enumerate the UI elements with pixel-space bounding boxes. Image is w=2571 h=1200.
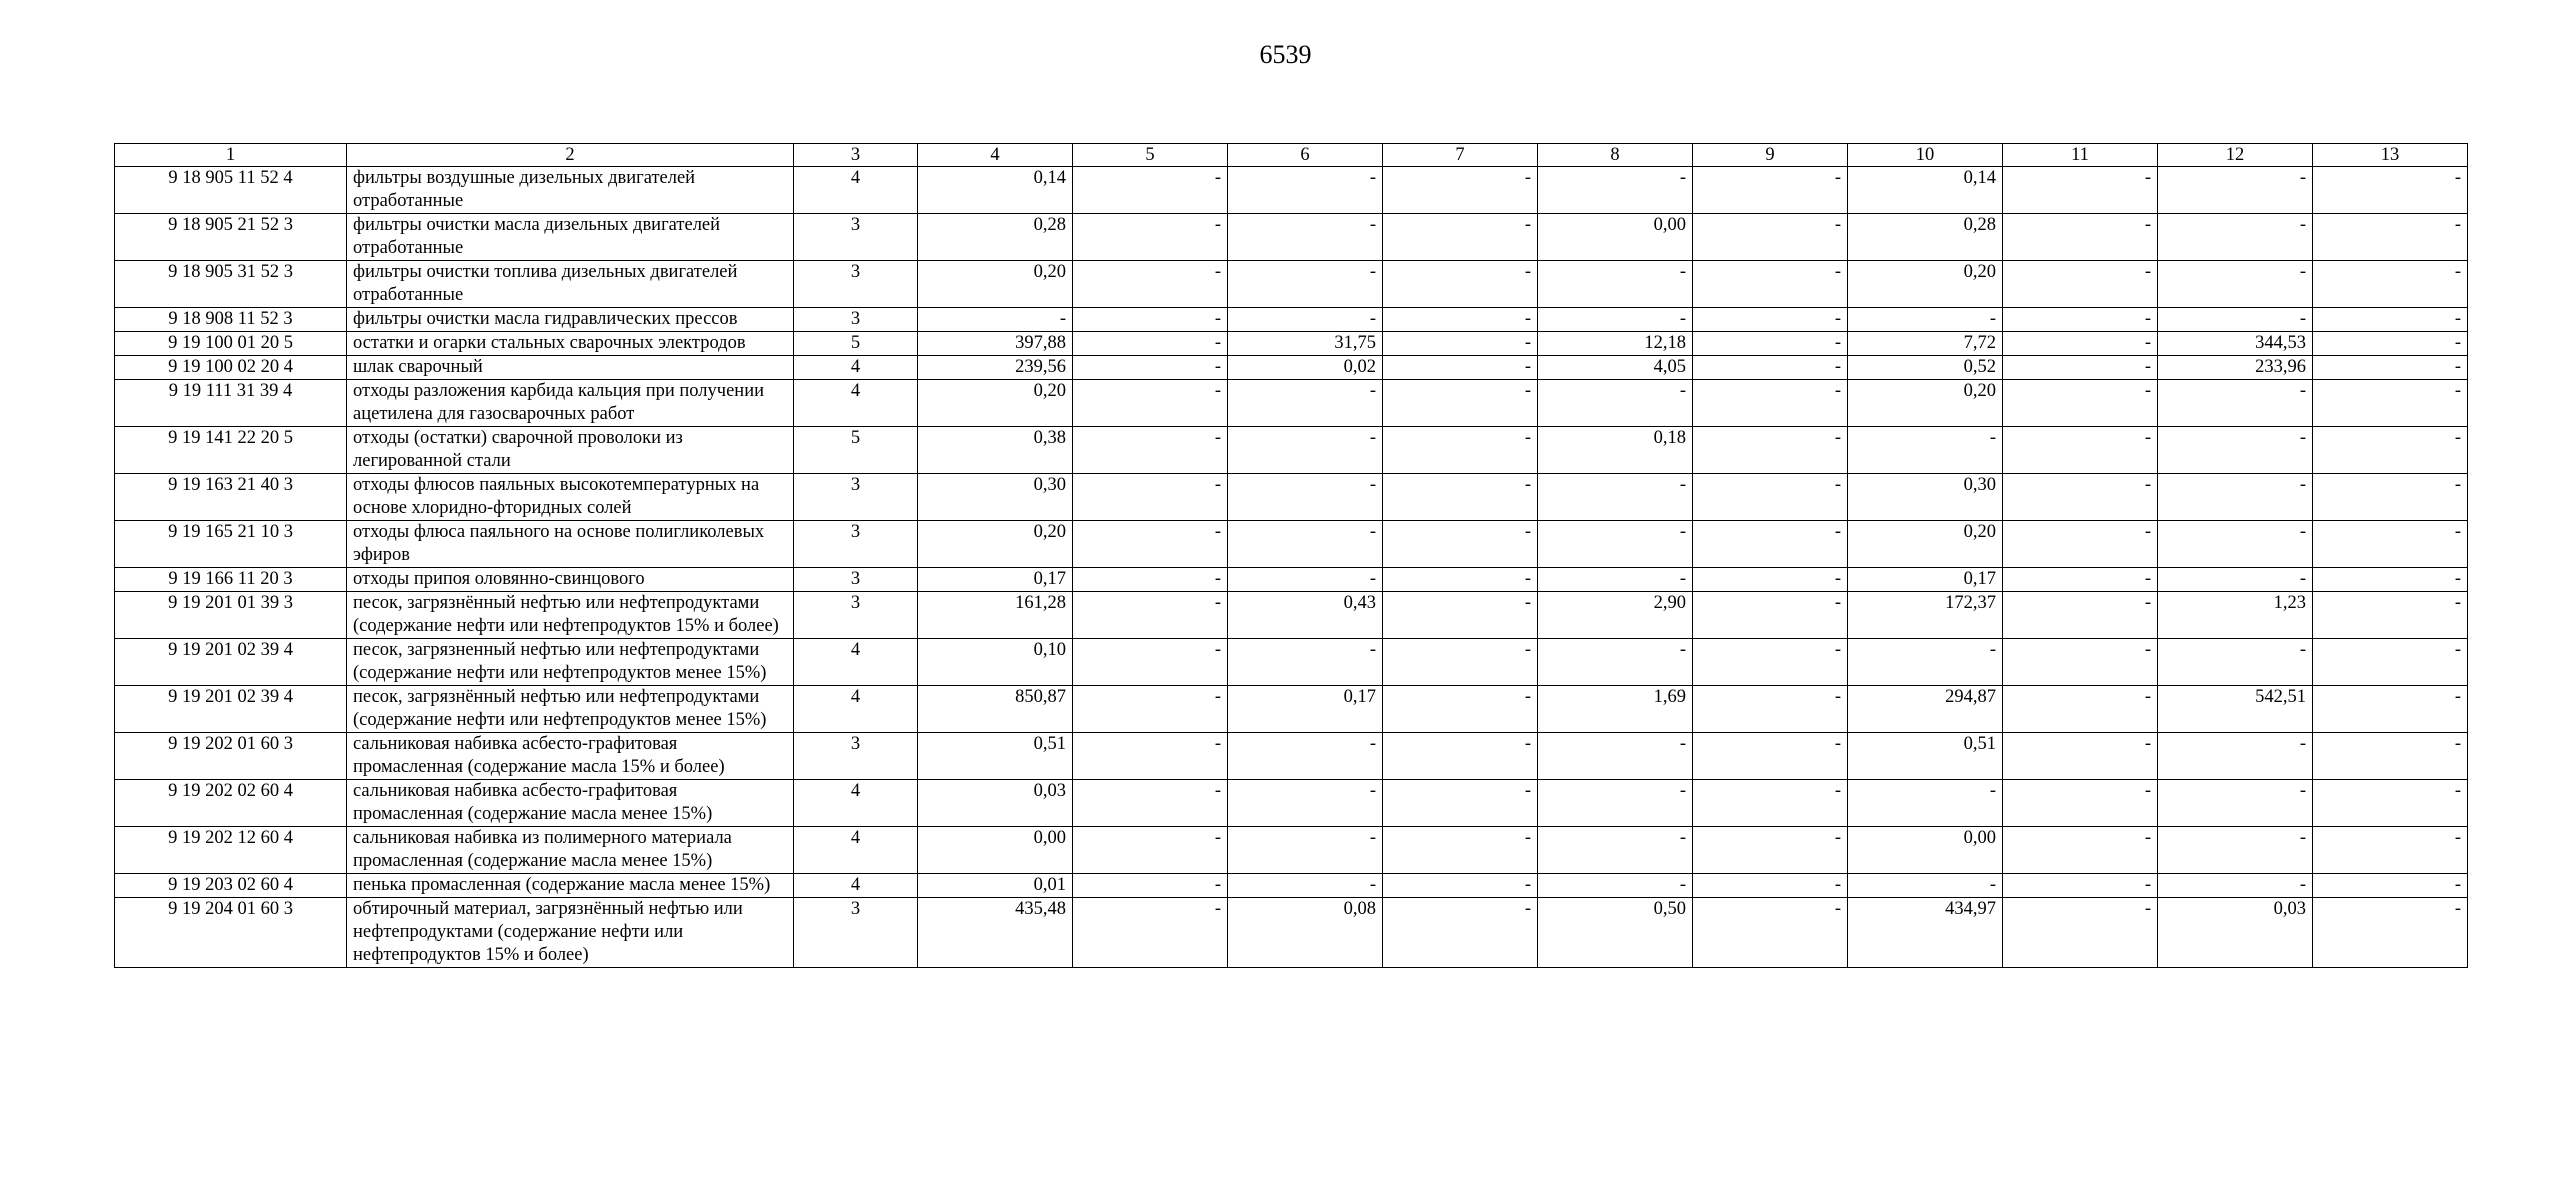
value-cell: 0,03 <box>2158 898 2313 968</box>
value-cell: - <box>2158 568 2313 592</box>
value-cell: 397,88 <box>918 332 1073 356</box>
table-row <box>115 686 2468 733</box>
column-number-cell: 12 <box>2158 144 2313 167</box>
value-cell: 435,48 <box>918 898 1073 968</box>
value-cell: - <box>2313 874 2468 898</box>
value-cell: - <box>1073 898 1228 968</box>
waste-code-cell: 9 18 905 11 52 4 <box>115 167 347 214</box>
value-cell: - <box>2003 261 2158 308</box>
hazard-class-cell: 3 <box>794 308 918 332</box>
value-cell: 0,18 <box>1538 427 1693 474</box>
value-cell: - <box>1383 261 1538 308</box>
value-cell: - <box>1073 427 1228 474</box>
value-cell: - <box>1538 827 1693 874</box>
column-number-cell: 3 <box>794 144 918 167</box>
value-cell: - <box>2158 827 2313 874</box>
value-cell: 0,51 <box>1848 733 2003 780</box>
waste-name-cell: песок, загрязненный нефтью или нефтепродуктами (содержание нефти или нефтепродуктов менее 15%) <box>347 639 794 686</box>
value-cell: - <box>2003 332 2158 356</box>
value-cell: - <box>1228 214 1383 261</box>
value-cell: 0,20 <box>918 521 1073 568</box>
waste-name-cell: остатки и огарки стальных сварочных электродов <box>347 332 794 356</box>
value-cell: - <box>1538 874 1693 898</box>
value-cell: - <box>1538 308 1693 332</box>
waste-code-cell: 9 19 141 22 20 5 <box>115 427 347 474</box>
value-cell: 0,50 <box>1538 898 1693 968</box>
column-number-cell: 6 <box>1228 144 1383 167</box>
value-cell: - <box>2003 521 2158 568</box>
column-number-cell: 5 <box>1073 144 1228 167</box>
value-cell: - <box>2003 733 2158 780</box>
value-cell: - <box>1693 827 1848 874</box>
hazard-class-cell: 3 <box>794 261 918 308</box>
hazard-class-cell: 4 <box>794 167 918 214</box>
table-row <box>115 356 2468 380</box>
value-cell: - <box>2313 827 2468 874</box>
value-cell: - <box>1383 874 1538 898</box>
value-cell: - <box>1693 639 1848 686</box>
value-cell: 434,97 <box>1848 898 2003 968</box>
waste-code-cell: 9 19 100 01 20 5 <box>115 332 347 356</box>
value-cell: - <box>1848 780 2003 827</box>
value-cell: 0,17 <box>1848 568 2003 592</box>
value-cell: - <box>1228 521 1383 568</box>
value-cell: 0,20 <box>1848 261 2003 308</box>
waste-code-cell: 9 19 203 02 60 4 <box>115 874 347 898</box>
value-cell: - <box>1693 521 1848 568</box>
value-cell: - <box>1848 308 2003 332</box>
value-cell: - <box>2003 592 2158 639</box>
value-cell: - <box>918 308 1073 332</box>
waste-code-cell: 9 19 201 02 39 4 <box>115 686 347 733</box>
value-cell: - <box>1538 380 1693 427</box>
value-cell: - <box>2313 686 2468 733</box>
waste-code-cell: 9 19 100 02 20 4 <box>115 356 347 380</box>
waste-code-cell: 9 19 111 31 39 4 <box>115 380 347 427</box>
value-cell: - <box>2003 214 2158 261</box>
value-cell: - <box>1073 733 1228 780</box>
value-cell: - <box>2003 474 2158 521</box>
value-cell: - <box>2003 427 2158 474</box>
value-cell: - <box>1228 380 1383 427</box>
value-cell: - <box>1538 167 1693 214</box>
column-number-cell: 8 <box>1538 144 1693 167</box>
value-cell: - <box>2313 639 2468 686</box>
table-row <box>115 167 2468 214</box>
hazard-class-cell: 3 <box>794 733 918 780</box>
value-cell: - <box>1538 521 1693 568</box>
hazard-class-cell: 5 <box>794 427 918 474</box>
hazard-class-cell: 4 <box>794 686 918 733</box>
hazard-class-cell: 3 <box>794 568 918 592</box>
value-cell: - <box>1073 308 1228 332</box>
value-cell: - <box>1383 827 1538 874</box>
waste-code-cell: 9 19 163 21 40 3 <box>115 474 347 521</box>
value-cell: - <box>2313 427 2468 474</box>
value-cell: - <box>2158 521 2313 568</box>
column-number-cell: 9 <box>1693 144 1848 167</box>
value-cell: - <box>2313 332 2468 356</box>
value-cell: 0,30 <box>1848 474 2003 521</box>
column-number-cell: 13 <box>2313 144 2468 167</box>
value-cell: - <box>1538 733 1693 780</box>
table-body <box>115 144 2468 968</box>
value-cell: 161,28 <box>918 592 1073 639</box>
value-cell: - <box>1073 214 1228 261</box>
value-cell: - <box>1538 780 1693 827</box>
value-cell: - <box>2313 474 2468 521</box>
waste-code-cell: 9 19 166 11 20 3 <box>115 568 347 592</box>
value-cell: - <box>2158 167 2313 214</box>
value-cell: - <box>1693 356 1848 380</box>
value-cell: - <box>1693 427 1848 474</box>
value-cell: - <box>2158 780 2313 827</box>
value-cell: - <box>1383 427 1538 474</box>
value-cell: - <box>1073 356 1228 380</box>
value-cell: - <box>1693 733 1848 780</box>
value-cell: - <box>1228 308 1383 332</box>
value-cell: - <box>1228 827 1383 874</box>
waste-name-cell: фильтры воздушные дизельных двигателей отработанные <box>347 167 794 214</box>
hazard-class-cell: 3 <box>794 474 918 521</box>
value-cell: 0,51 <box>918 733 1073 780</box>
value-cell: - <box>1693 261 1848 308</box>
column-number-row <box>115 144 2468 167</box>
value-cell: - <box>1228 261 1383 308</box>
value-cell: - <box>1848 874 2003 898</box>
waste-code-cell: 9 19 201 01 39 3 <box>115 592 347 639</box>
value-cell: - <box>2158 639 2313 686</box>
value-cell: - <box>1073 639 1228 686</box>
value-cell: 0,03 <box>918 780 1073 827</box>
value-cell: - <box>2158 214 2313 261</box>
hazard-class-cell: 5 <box>794 332 918 356</box>
value-cell: 0,02 <box>1228 356 1383 380</box>
value-cell: - <box>1073 474 1228 521</box>
hazard-class-cell: 3 <box>794 592 918 639</box>
table-row <box>115 874 2468 898</box>
value-cell: - <box>1073 592 1228 639</box>
value-cell: 0,08 <box>1228 898 1383 968</box>
value-cell: - <box>1693 474 1848 521</box>
value-cell: - <box>2313 167 2468 214</box>
value-cell: 4,05 <box>1538 356 1693 380</box>
value-cell: - <box>2158 380 2313 427</box>
value-cell: - <box>2158 261 2313 308</box>
table-row <box>115 780 2468 827</box>
value-cell: 0,30 <box>918 474 1073 521</box>
value-cell: - <box>1383 332 1538 356</box>
value-cell: 239,56 <box>918 356 1073 380</box>
waste-code-cell: 9 19 165 21 10 3 <box>115 521 347 568</box>
value-cell: - <box>2313 780 2468 827</box>
value-cell: - <box>1693 380 1848 427</box>
value-cell: - <box>1538 261 1693 308</box>
table-row <box>115 568 2468 592</box>
hazard-class-cell: 4 <box>794 639 918 686</box>
waste-code-cell: 9 19 201 02 39 4 <box>115 639 347 686</box>
value-cell: 0,17 <box>1228 686 1383 733</box>
value-cell: - <box>1073 521 1228 568</box>
value-cell: 0,20 <box>918 261 1073 308</box>
column-number-cell: 10 <box>1848 144 2003 167</box>
value-cell: 0,10 <box>918 639 1073 686</box>
waste-name-cell: обтирочный материал, загрязнённый нефтью или нефтепродуктами (содержание нефти или нефтепродуктов 15% и более) <box>347 898 794 968</box>
waste-code-cell: 9 19 202 01 60 3 <box>115 733 347 780</box>
column-number-cell: 7 <box>1383 144 1538 167</box>
waste-code-cell: 9 18 905 31 52 3 <box>115 261 347 308</box>
table-row <box>115 733 2468 780</box>
value-cell: 0,43 <box>1228 592 1383 639</box>
value-cell: - <box>2158 874 2313 898</box>
value-cell: - <box>2158 474 2313 521</box>
value-cell: - <box>2003 874 2158 898</box>
value-cell: - <box>1228 427 1383 474</box>
value-cell: 0,17 <box>918 568 1073 592</box>
value-cell: 31,75 <box>1228 332 1383 356</box>
value-cell: - <box>2158 427 2313 474</box>
value-cell: - <box>1383 474 1538 521</box>
waste-name-cell: пенька промасленная (содержание масла менее 15%) <box>347 874 794 898</box>
value-cell: 344,53 <box>2158 332 2313 356</box>
value-cell: 233,96 <box>2158 356 2313 380</box>
hazard-class-cell: 3 <box>794 898 918 968</box>
value-cell: - <box>1383 686 1538 733</box>
value-cell: - <box>1383 733 1538 780</box>
table-row <box>115 214 2468 261</box>
value-cell: - <box>1383 639 1538 686</box>
table-row <box>115 332 2468 356</box>
value-cell: - <box>1693 686 1848 733</box>
value-cell: - <box>1228 639 1383 686</box>
value-cell: - <box>2158 733 2313 780</box>
waste-name-cell: отходы (остатки) сварочной проволоки из легированной стали <box>347 427 794 474</box>
value-cell: 0,20 <box>918 380 1073 427</box>
waste-name-cell: отходы припоя оловянно-свинцового <box>347 568 794 592</box>
waste-name-cell: сальниковая набивка асбесто-графитовая промасленная (содержание масла 15% и более) <box>347 733 794 780</box>
value-cell: - <box>1848 639 2003 686</box>
value-cell: 0,20 <box>1848 521 2003 568</box>
value-cell: - <box>2003 686 2158 733</box>
value-cell: - <box>1228 474 1383 521</box>
value-cell: - <box>2003 639 2158 686</box>
value-cell: 2,90 <box>1538 592 1693 639</box>
value-cell: - <box>1693 592 1848 639</box>
value-cell: - <box>1693 898 1848 968</box>
value-cell: - <box>1693 874 1848 898</box>
hazard-class-cell: 4 <box>794 780 918 827</box>
value-cell: - <box>2313 568 2468 592</box>
value-cell: - <box>1383 308 1538 332</box>
waste-code-cell: 9 19 202 12 60 4 <box>115 827 347 874</box>
waste-name-cell: фильтры очистки топлива дизельных двигателей отработанные <box>347 261 794 308</box>
table-row <box>115 592 2468 639</box>
value-cell: 850,87 <box>918 686 1073 733</box>
table-row <box>115 261 2468 308</box>
value-cell: 1,23 <box>2158 592 2313 639</box>
value-cell: - <box>1538 568 1693 592</box>
waste-name-cell: песок, загрязнённый нефтью или нефтепродуктами (содержание нефти или нефтепродуктов менее 15%) <box>347 686 794 733</box>
value-cell: - <box>1383 898 1538 968</box>
waste-name-cell: фильтры очистки масла дизельных двигателей отработанные <box>347 214 794 261</box>
value-cell: - <box>1073 827 1228 874</box>
table-row <box>115 521 2468 568</box>
value-cell: - <box>2313 214 2468 261</box>
value-cell: - <box>2313 733 2468 780</box>
hazard-class-cell: 4 <box>794 356 918 380</box>
waste-name-cell: фильтры очистки масла гидравлических прессов <box>347 308 794 332</box>
table-row <box>115 380 2468 427</box>
value-cell: 0,00 <box>1848 827 2003 874</box>
value-cell: - <box>1383 521 1538 568</box>
hazard-class-cell: 4 <box>794 874 918 898</box>
value-cell: 1,69 <box>1538 686 1693 733</box>
value-cell: - <box>1538 474 1693 521</box>
value-cell: - <box>1848 427 2003 474</box>
value-cell: - <box>1538 639 1693 686</box>
value-cell: 0,01 <box>918 874 1073 898</box>
value-cell: - <box>1693 568 1848 592</box>
waste-name-cell: отходы флюса паяльного на основе полигликолевых эфиров <box>347 521 794 568</box>
value-cell: 172,37 <box>1848 592 2003 639</box>
value-cell: - <box>1383 380 1538 427</box>
value-cell: 0,52 <box>1848 356 2003 380</box>
value-cell: - <box>1693 167 1848 214</box>
value-cell: - <box>1073 261 1228 308</box>
table-row <box>115 308 2468 332</box>
waste-name-cell: песок, загрязнённый нефтью или нефтепродуктами (содержание нефти или нефтепродуктов 15% и более) <box>347 592 794 639</box>
value-cell: - <box>2313 592 2468 639</box>
value-cell: 0,14 <box>918 167 1073 214</box>
column-number-cell: 1 <box>115 144 347 167</box>
value-cell: - <box>1383 592 1538 639</box>
waste-name-cell: шлак сварочный <box>347 356 794 380</box>
hazard-class-cell: 3 <box>794 214 918 261</box>
waste-code-cell: 9 19 204 01 60 3 <box>115 898 347 968</box>
column-number-cell: 4 <box>918 144 1073 167</box>
value-cell: 0,20 <box>1848 380 2003 427</box>
value-cell: 0,38 <box>918 427 1073 474</box>
value-cell: - <box>2003 568 2158 592</box>
hazard-class-cell: 3 <box>794 521 918 568</box>
value-cell: - <box>2313 308 2468 332</box>
hazard-class-cell: 4 <box>794 380 918 427</box>
waste-code-cell: 9 18 908 11 52 3 <box>115 308 347 332</box>
waste-name-cell: сальниковая набивка из полимерного материала промасленная (содержание масла менее 15%) <box>347 827 794 874</box>
value-cell: - <box>1073 380 1228 427</box>
value-cell: - <box>1073 686 1228 733</box>
value-cell: - <box>2313 898 2468 968</box>
value-cell: - <box>1228 733 1383 780</box>
value-cell: - <box>1383 167 1538 214</box>
value-cell: - <box>1228 874 1383 898</box>
table-row <box>115 639 2468 686</box>
value-cell: 0,00 <box>1538 214 1693 261</box>
value-cell: - <box>1383 780 1538 827</box>
column-number-cell: 2 <box>347 144 794 167</box>
value-cell: - <box>2003 380 2158 427</box>
value-cell: - <box>2003 898 2158 968</box>
column-number-cell: 11 <box>2003 144 2158 167</box>
hazard-class-cell: 4 <box>794 827 918 874</box>
value-cell: 542,51 <box>2158 686 2313 733</box>
value-cell: 294,87 <box>1848 686 2003 733</box>
value-cell: - <box>2313 380 2468 427</box>
table-row <box>115 898 2468 968</box>
value-cell: - <box>2003 167 2158 214</box>
value-cell: - <box>2003 780 2158 827</box>
value-cell: - <box>1073 780 1228 827</box>
waste-table <box>114 143 2468 968</box>
value-cell: - <box>1693 332 1848 356</box>
value-cell: - <box>2313 356 2468 380</box>
waste-name-cell: сальниковая набивка асбесто-графитовая промасленная (содержание масла менее 15%) <box>347 780 794 827</box>
value-cell: - <box>1693 780 1848 827</box>
value-cell: - <box>2003 827 2158 874</box>
value-cell: - <box>2313 521 2468 568</box>
value-cell: - <box>1073 332 1228 356</box>
value-cell: - <box>1073 874 1228 898</box>
value-cell: 12,18 <box>1538 332 1693 356</box>
waste-name-cell: отходы флюсов паяльных высокотемпературных на основе хлоридно-фторидных солей <box>347 474 794 521</box>
value-cell: - <box>1228 780 1383 827</box>
value-cell: - <box>2313 261 2468 308</box>
value-cell: - <box>1228 568 1383 592</box>
value-cell: - <box>1228 167 1383 214</box>
value-cell: - <box>2158 308 2313 332</box>
value-cell: 0,28 <box>918 214 1073 261</box>
value-cell: - <box>1073 167 1228 214</box>
table-row <box>115 474 2468 521</box>
waste-code-cell: 9 18 905 21 52 3 <box>115 214 347 261</box>
value-cell: - <box>1693 214 1848 261</box>
table-row <box>115 427 2468 474</box>
value-cell: 0,00 <box>918 827 1073 874</box>
value-cell: - <box>1383 568 1538 592</box>
value-cell: 0,14 <box>1848 167 2003 214</box>
page-number: 6539 <box>1259 40 1312 69</box>
value-cell: 0,28 <box>1848 214 2003 261</box>
value-cell: - <box>1383 356 1538 380</box>
waste-code-cell: 9 19 202 02 60 4 <box>115 780 347 827</box>
table-row <box>115 827 2468 874</box>
value-cell: 7,72 <box>1848 332 2003 356</box>
value-cell: - <box>2003 356 2158 380</box>
waste-name-cell: отходы разложения карбида кальция при получении ацетилена для газосварочных работ <box>347 380 794 427</box>
value-cell: - <box>1073 568 1228 592</box>
value-cell: - <box>1383 214 1538 261</box>
value-cell: - <box>2003 308 2158 332</box>
value-cell: - <box>1693 308 1848 332</box>
